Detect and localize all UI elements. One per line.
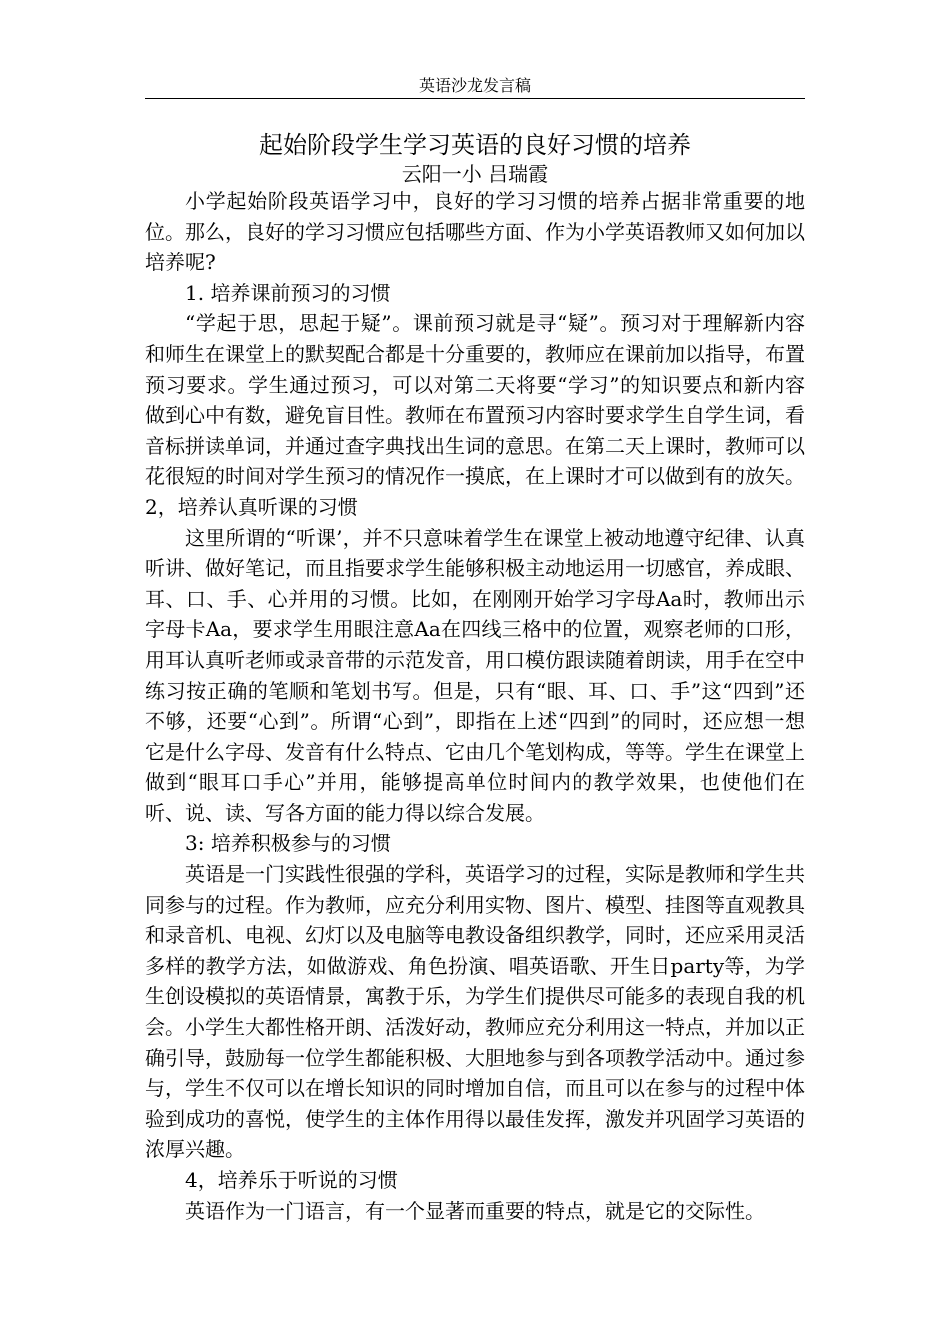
section-paragraph-3: 英语是一门实践性很强的学科，英语学习的过程，实际是教师和学生共同参与的过程。作为教师，应充分利用实物、图片、模型、挂图等直观教具和录音机、电视、幻灯以及电脑等电教设备组织教学，同时，还应采用灵活多样的教学方法，如做游戏、角色扮演、唱英语歌、开生日party等，为学生创设模拟的英语情景，寓教于乐，为学生们提供尽可能多的表现自我的机会。小学生大都性格开朗、活泼好动，教师应充分利用这一特点，并加以正确引导，鼓励每一位学生都能积极、大胆地参与到各项教学活动中。通过参与，学生不仅可以在增长知识的同时增加自信，而且可以在参与的过程中体验到成功的喜悦，使学生的主体作用得以最佳发挥，激发并巩固学习英语的浓厚兴趣。 — [145, 862, 805, 1162]
section-heading-3: 3: 培养积极参与的习惯 — [185, 831, 391, 856]
article-body — [145, 186, 805, 1226]
author-line: 云阳一小 吕瑞霞 — [401, 162, 549, 186]
section-paragraph-1: “学起于思，思起于疑”。课前预习就是寻“疑”。预习对于理解新内容和师生在课堂上的默契配合都是十分重要的，教师应在课前加以指导，布置预习要求。学生通过预习，可以对第二天将要“学习”的知识要点和新内容做到心中有数，避免盲目性。教师在布置预习内容时要求学生自学生词，看音标拼读单词，并通过查字典找出生词的意思。在第二天上课时，教师可以花很短的时间对学生预习的情况作一摸底，在上课时才可以做到有的放矢。 — [145, 311, 805, 489]
running-header: 英语沙龙发言稿 — [418, 76, 531, 95]
article-title: 起始阶段学生学习英语的良好习惯的培养 — [259, 131, 691, 159]
section-heading-1: 1. 培养课前预习的习惯 — [185, 280, 391, 305]
section-paragraph-4: 英语作为一门语言，有一个显著而重要的特点，就是它的交际性。 — [185, 1198, 765, 1223]
intro-paragraph: 小学起始阶段英语学习中，良好的学习习惯的培养占据非常重要的地位。那么，良好的学习习惯应包括哪些方面、作为小学英语教师又如何加以培养呢? — [145, 189, 805, 275]
section-heading-4: 4，培养乐于听说的习惯 — [185, 1168, 398, 1192]
section-heading-2: 2，培养认真听课的习惯 — [145, 494, 358, 519]
section-paragraph-2: 这里所谓的“听课’，并不只意味着学生在课堂上被动地遵守纪律、认真听讲、做好笔记，而且指要求学生能够积极主动地运用一切感官，养成眼、耳、口、手、心并用的习惯。比如，在刚刚开始学习字母Aa时，教师出示字母卡Aa，要求学生用眼注意Aa在四线三格中的位置，观察老师的口形，用耳认真听老师或录音带的示范发音，用口模仿跟读随着朗读，用手在空中练习按正确的笔顺和笔划书写。但是，只有“眼、耳、口、手”这“四到”还不够，还要“心到”。所谓“心到”，即指在上述“四到”的同时，还应想一想它是什么字母、发音有什么特点、它由几个笔划构成，等等。学生在课堂上做到“眼耳口手心”并用，能够提高单位时间内的教学效果，也使他们在听、说、读、写各方面的能力得以综合发展。 — [145, 525, 805, 825]
header-divider — [145, 98, 805, 99]
